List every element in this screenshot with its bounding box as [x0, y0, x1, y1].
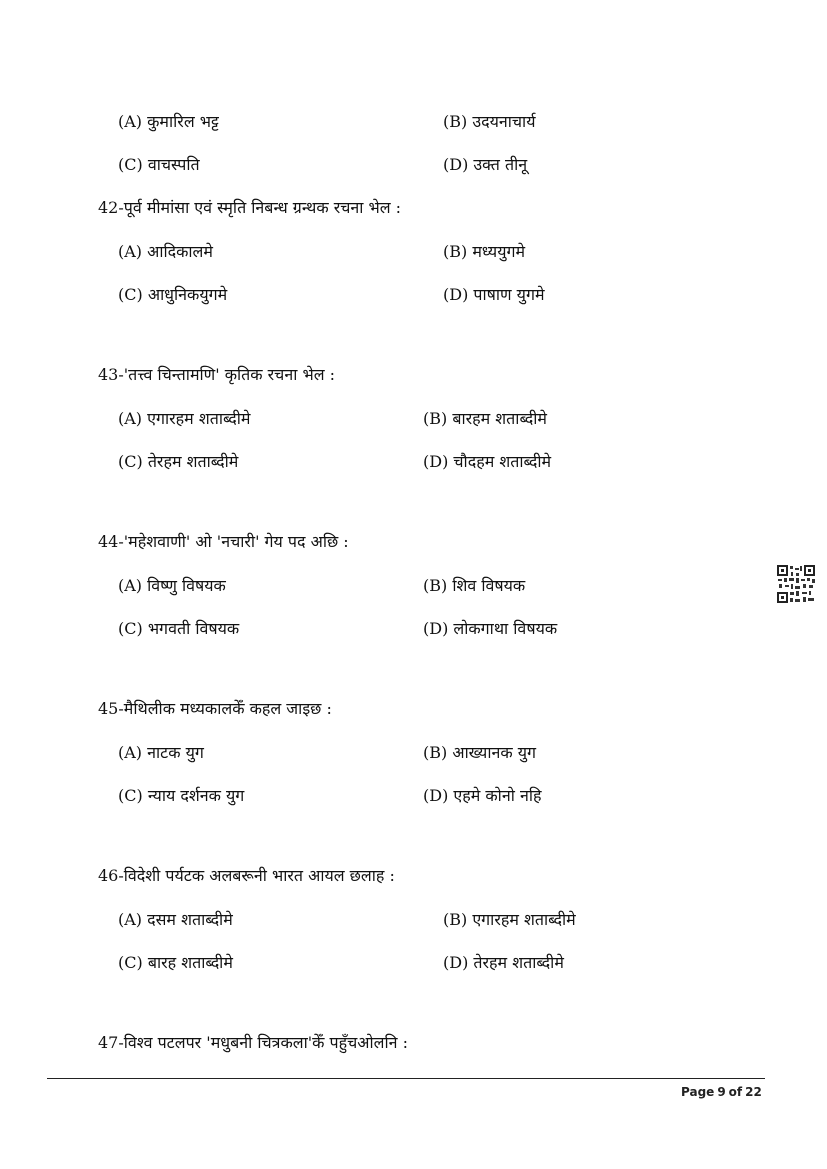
- option-a: (A) विष्णु विषयक: [118, 576, 226, 595]
- question-text: 46-विदेशी पर्यटक अलबरूनी भारत आयल छलाह :: [98, 866, 395, 885]
- option-c: (C) भगवती विषयक: [118, 619, 240, 638]
- option-a: (A) दसम शताब्दीमे: [118, 910, 233, 929]
- option-d: (D) उक्त तीनू: [443, 155, 528, 174]
- option-b: (B) शिव विषयक: [423, 576, 526, 595]
- option-b: (B) आख्यानक युग: [423, 743, 537, 762]
- question-text: 45-मैथिलीक मध्यकालकेँ कहल जाइछ :: [98, 699, 332, 718]
- page-current: 9: [717, 1085, 726, 1099]
- option-d: (D) चौदहम शताब्दीमे: [423, 452, 552, 471]
- page-label: Page: [681, 1085, 715, 1099]
- option-d: (D) तेरहम शताब्दीमे: [443, 953, 564, 972]
- question-text: 44-'महेशवाणी' ओ 'नचारी' गेय पद अछि :: [98, 532, 349, 551]
- option-a: (A) आदिकालमे: [118, 242, 213, 261]
- option-c: (C) वाचस्पति: [118, 155, 200, 174]
- option-c: (C) बारह शताब्दीमे: [118, 953, 233, 972]
- question-text: 47-विश्व पटलपर 'मधुबनी चित्रकला'केँ पहुँचओलनि :: [98, 1033, 409, 1052]
- option-c: (C) आधुनिकयुगमे: [118, 285, 228, 304]
- footer-divider: [47, 1078, 765, 1079]
- option-a: (A) नाटक युग: [118, 743, 204, 762]
- option-d: (D) पाषाण युगमे: [443, 285, 545, 304]
- option-c: (C) तेरहम शताब्दीमे: [118, 452, 239, 471]
- qr-code-icon: [776, 564, 816, 604]
- page-of-label: of: [728, 1085, 743, 1099]
- option-c: (C) न्याय दर्शनक युग: [118, 786, 245, 805]
- option-d: (D) एहमे कोनो नहि: [423, 786, 542, 805]
- question-text: 43-'तत्त्व चिन्तामणि' कृतिक रचना भेल :: [98, 365, 336, 384]
- page-total: 22: [745, 1085, 762, 1099]
- option-a: (A) कुमारिल भट्ट: [118, 112, 219, 131]
- option-b: (B) बारहम शताब्दीमे: [423, 409, 547, 428]
- option-b: (B) एगारहम शताब्दीमे: [443, 910, 576, 929]
- question-text: 42-पूर्व मीमांसा एवं स्मृति निबन्ध ग्रन्थक रचना भेल :: [98, 198, 402, 217]
- option-b: (B) उदयनाचार्य: [443, 112, 536, 131]
- option-a: (A) एगारहम शताब्दीमे: [118, 409, 251, 428]
- option-b: (B) मध्ययुगमे: [443, 242, 526, 261]
- option-d: (D) लोकगाथा विषयक: [423, 619, 558, 638]
- page-number: [681, 1085, 765, 1099]
